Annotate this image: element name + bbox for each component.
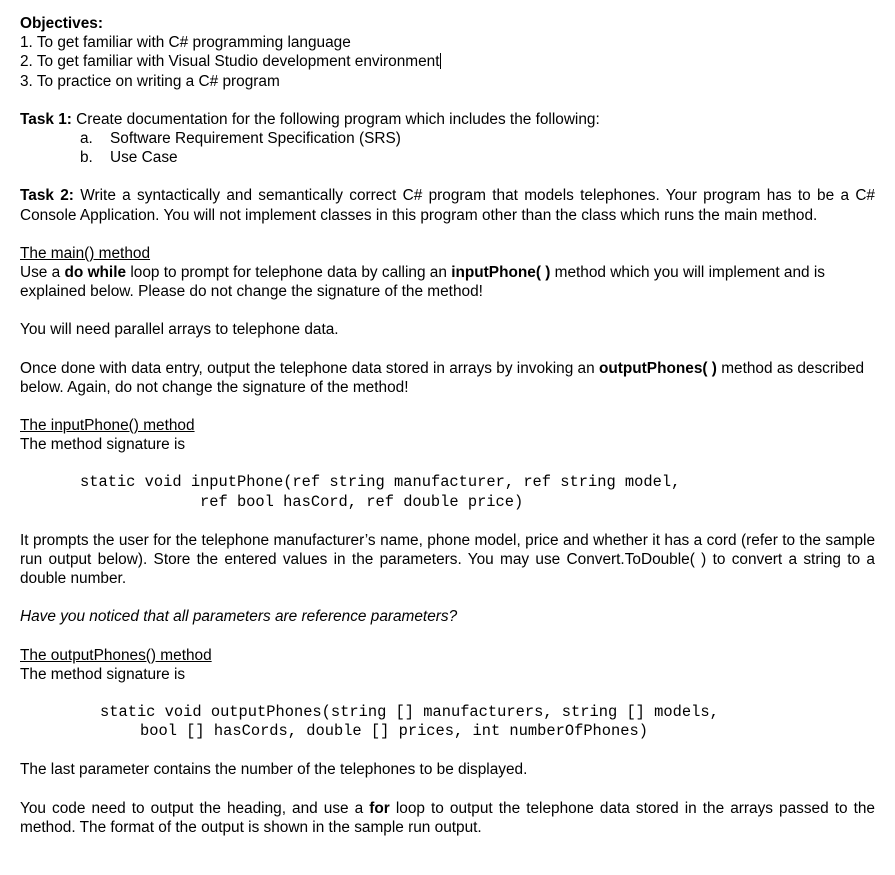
text-run: Once done with data entry, output the telephone data stored in arrays by invoking an bbox=[20, 359, 599, 377]
outputphones-code-line-2: bool [] hasCords, double [] prices, int numberOfPhones) bbox=[140, 722, 648, 741]
list-marker: a. bbox=[80, 130, 93, 148]
text-run: loop to prompt for telephone data by calling an bbox=[126, 264, 452, 282]
inputphone-sig-intro: The method signature is bbox=[20, 436, 186, 454]
objective-item-3: 3. To practice on writing a C# program bbox=[20, 72, 280, 90]
keyword-do-while: do while bbox=[64, 264, 127, 282]
keyword-for: for bbox=[369, 799, 390, 817]
task2-paragraph bbox=[20, 186, 875, 224]
keyword-outputphones: outputPhones( ) bbox=[598, 359, 717, 377]
list-text: Software Requirement Specification (SRS) bbox=[110, 130, 401, 148]
task2-label: Task 2: bbox=[20, 187, 74, 205]
text-cursor bbox=[440, 53, 441, 69]
task1-label: Task 1: bbox=[20, 110, 72, 128]
main-method-paragraph-1 bbox=[20, 263, 875, 301]
inputphone-code-line-1: static void inputPhone(ref string manufacturer, ref string model, bbox=[80, 473, 681, 492]
task1-list-item-a bbox=[20, 129, 875, 148]
text-run: loop to output the telephone data stored in the arrays passed to the method. The format of the output is shown in the sample run output. bbox=[20, 799, 875, 836]
objectives-heading: Objectives: bbox=[20, 15, 103, 32]
outputphones-title: The outputPhones() method bbox=[20, 646, 212, 664]
main-method-title: The main() method bbox=[20, 244, 151, 262]
inputphone-paragraph-1: It prompts the user for the telephone manufacturer’s name, phone model, price and whether it has a cord (refer to the sample run output below). Store the entered values in the parameters. You may use Convert.ToDouble( ) to convert a string to a double number. bbox=[20, 531, 875, 588]
outputphones-paragraph-1: The last parameter contains the number of the telephones to be displayed. bbox=[20, 761, 528, 779]
task1-text: Create documentation for the following program which includes the following: bbox=[71, 110, 600, 128]
text-run: method which you will implement and is explained below. Please do not change the signature of the method! bbox=[20, 264, 825, 301]
main-method-paragraph-3 bbox=[20, 359, 875, 397]
objective-item-1: 1. To get familiar with C# programming language bbox=[20, 34, 351, 52]
list-marker: b. bbox=[80, 149, 93, 167]
outputphones-sig-intro: The method signature is bbox=[20, 665, 186, 683]
objective-item-2-text: 2. To get familiar with Visual Studio development environment bbox=[20, 53, 440, 71]
keyword-inputphone: inputPhone( ) bbox=[451, 264, 551, 282]
inputphone-title: The inputPhone() method bbox=[20, 417, 195, 435]
inputphone-code-line-2: ref bool hasCord, ref double price) bbox=[200, 492, 524, 511]
task1-list-item-b bbox=[20, 148, 875, 167]
main-method-paragraph-2: You will need parallel arrays to telephone data. bbox=[20, 321, 339, 339]
outputphones-code-line-1: static void outputPhones(string [] manufacturers, string [] models, bbox=[100, 703, 719, 722]
inputphone-paragraph-2: Have you noticed that all parameters are reference parameters? bbox=[20, 608, 458, 626]
text-run: method as described below. Again, do not change the signature of the method! bbox=[20, 359, 865, 396]
list-text: Use Case bbox=[110, 149, 178, 167]
task1-paragraph bbox=[20, 110, 875, 129]
text-run: Use a bbox=[20, 264, 65, 282]
outputphones-paragraph-2 bbox=[20, 799, 875, 837]
text-run: You code need to output the heading, and use a bbox=[20, 799, 370, 817]
objective-item-2 bbox=[20, 52, 875, 71]
task2-text: Write a syntactically and semantically correct C# program that models telephones. Your program has to be a C# Console Application. You will not implement classes in this program other than the class which runs the main method. bbox=[20, 187, 875, 224]
